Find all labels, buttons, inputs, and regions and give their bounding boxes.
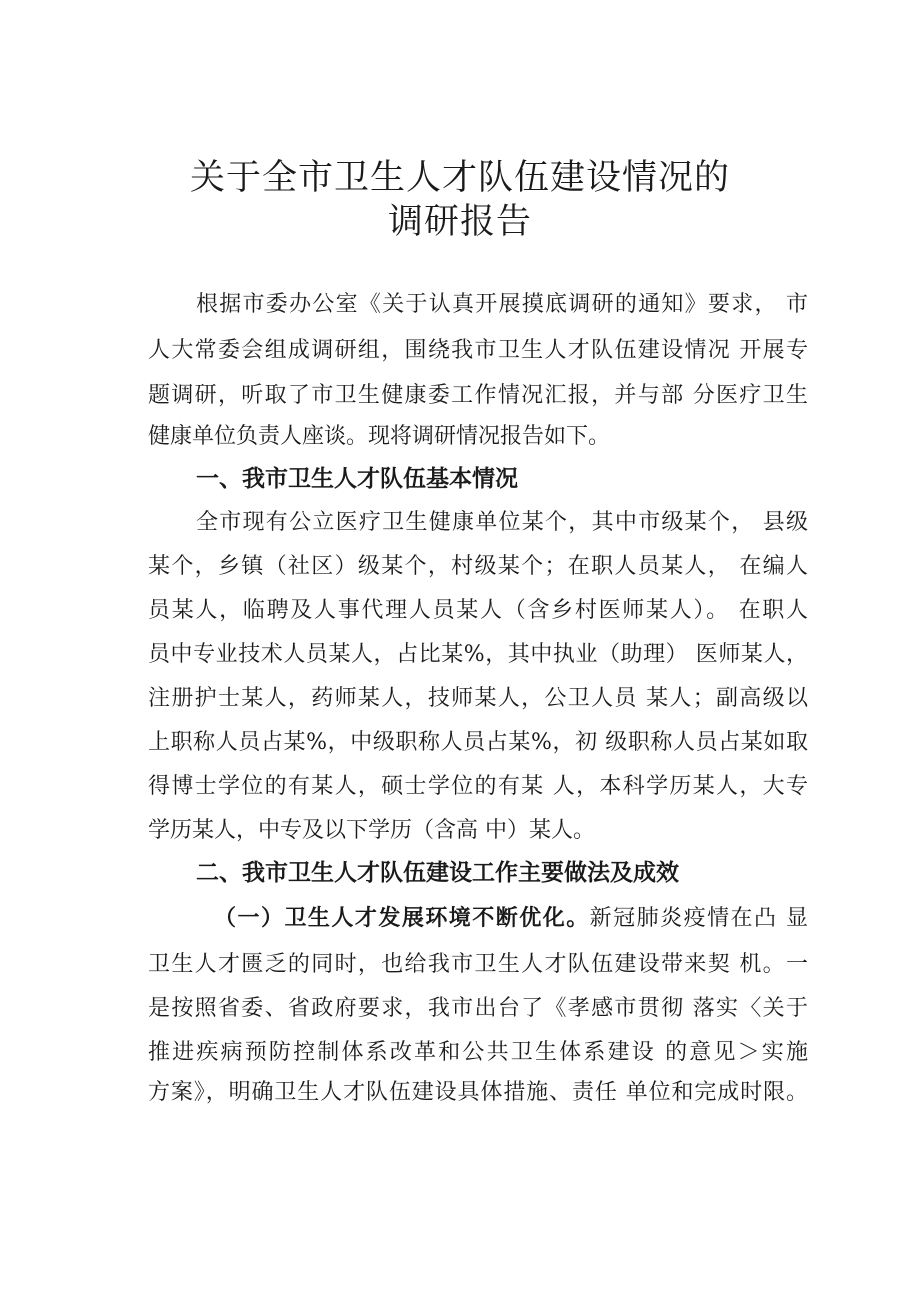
intro-line-4: 健康单位负责人座谈。现将调研情况报告如下。 bbox=[148, 424, 611, 449]
document-title-line-1: 关于全市卫生人才队伍建设情况的 bbox=[189, 158, 730, 198]
section-1-line-3: 员某人，临聘及人事代理人员某人（含乡村医师某人）。 在职人 bbox=[148, 598, 808, 623]
section-1-heading: 一、我市卫生人才队伍基本情况 bbox=[196, 466, 518, 492]
section-2-line-3: 是按照省委、省政府要求，我市出台了《孝感市贯彻 落实〈关于 bbox=[148, 996, 808, 1021]
intro-line-3: 题调研，听取了市卫生健康委工作情况汇报，并与部 分医疗卫生 bbox=[148, 383, 808, 408]
section-1-line-5: 注册护士某人，药师某人，技师某人，公卫人员 某人；副高级以 bbox=[148, 686, 808, 711]
section-1-line-6: 上职称人员占某%，中级职称人员占某%，初 级职称人员占某如取 bbox=[148, 730, 808, 755]
section-1-line-4: 员中专业技术人员某人，占比某%，其中执业（助理） 医师某人， bbox=[148, 642, 808, 667]
section-2-sub-1-title: （一）卫生人才发展环境不断优化。 bbox=[214, 906, 590, 931]
document-title-line-2: 调研报告 bbox=[387, 202, 532, 242]
intro-line-1: 根据市委办公室《关于认真开展摸底调研的通知》要求， 市 bbox=[196, 292, 808, 317]
section-1-line-7: 得博士学位的有某人，硕士学位的有某 人，本科学历某人，大专 bbox=[148, 774, 808, 799]
section-1-line-1: 全市现有公立医疗卫生健康单位某个，其中市级某个， 县级 bbox=[196, 510, 808, 535]
section-1-line-2: 某个，乡镇（社区）级某个，村级某个；在职人员某人， 在编人 bbox=[148, 554, 808, 579]
intro-line-2: 人大常委会组成调研组，围绕我市卫生人才队伍建设情况 开展专 bbox=[148, 338, 808, 363]
section-2-line-5: 方案》，明确卫生人才队伍建设具体措施、责任 单位和完成时限。 bbox=[148, 1080, 808, 1105]
section-2-heading: 二、我市卫生人才队伍建设工作主要做法及成效 bbox=[196, 860, 679, 886]
section-2-sub-1-first-text: 新冠肺炎疫情在凸 显 bbox=[589, 906, 808, 931]
section-1-line-8: 学历某人，中专及以下学历（含高 中）某人。 bbox=[148, 818, 595, 843]
section-2-line-2: 卫生人才匮乏的同时，也给我市卫生人才队伍建设带来契 机。一 bbox=[148, 952, 808, 977]
section-2-sub-1-first-line bbox=[214, 904, 808, 934]
section-2-line-4: 推进疾病预防控制体系改革和公共卫生体系建设 的意见＞实施 bbox=[148, 1040, 808, 1065]
